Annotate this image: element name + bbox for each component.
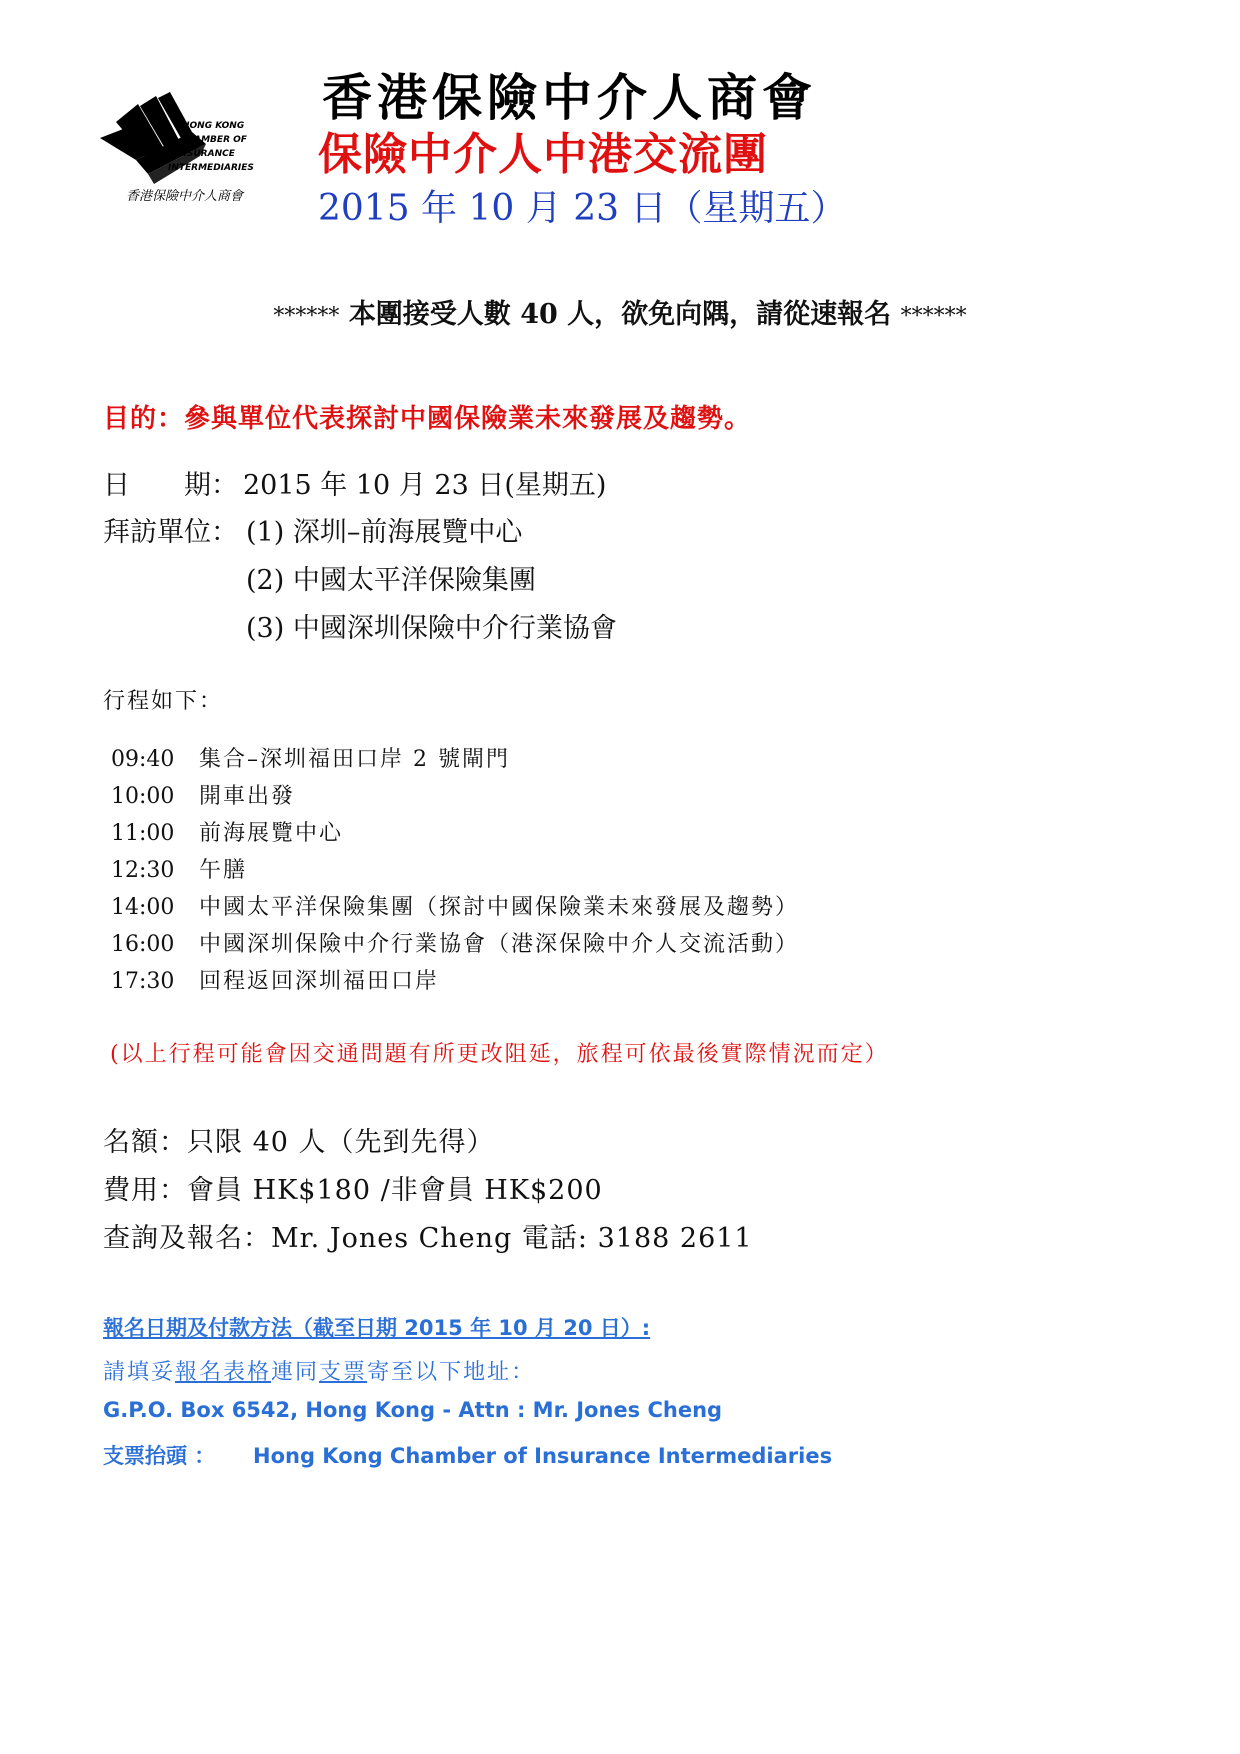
schedule-time: 12:30	[111, 858, 175, 883]
schedule-activity: 午膳	[199, 858, 248, 883]
notice-text: 本團接受人數 40 人，欲免向隅，請從速報名	[348, 299, 892, 330]
hands-logo-icon	[96, 92, 276, 212]
fee-line: 費用：會員 HK$180 /非會員 HK$200	[103, 1175, 603, 1206]
logo-text-en-1: HONG KONG	[182, 121, 245, 131]
schedule-row	[111, 890, 799, 921]
header-date: 2015 年 10 月 23 日（星期五）	[318, 188, 847, 229]
mailing-address: G.P.O. Box 6542, Hong Kong - Attn : Mr. Jones Cheng	[103, 1398, 723, 1422]
cheque-label: 支票抬頭 ：	[103, 1444, 216, 1468]
hkcii-logo	[96, 92, 276, 212]
notice-stars-left: ******	[273, 304, 340, 329]
schedule-time: 09:40	[111, 747, 175, 772]
schedule-time: 11:00	[111, 821, 175, 846]
purpose-statement: 目的：參與單位代表探討中國保險業未來發展及趨勢。	[103, 404, 752, 434]
schedule-row	[111, 742, 510, 773]
cheque-payee-line	[103, 1440, 832, 1470]
date-label: 日 期：	[103, 470, 238, 501]
quota-line: 名額：只限 40 人（先到先得）	[103, 1127, 495, 1158]
schedule-row	[111, 816, 343, 847]
schedule-row	[111, 964, 439, 995]
instruction-text: 請填妥	[103, 1360, 176, 1385]
schedule-time: 10:00	[111, 784, 175, 809]
date-value: 2015 年 10 月 23 日(星期五)	[243, 470, 607, 501]
schedule-row	[111, 779, 295, 810]
schedule-activity: 中國深圳保險中介行業協會（港深保險中介人交流活動）	[199, 932, 800, 957]
visit-item: (3) 中國深圳保險中介行業協會	[246, 613, 617, 644]
instruction-text: 寄至以下地址：	[367, 1360, 536, 1385]
schedule-activity: 中國太平洋保險集團（探討中國保險業未來發展及趨勢）	[199, 895, 800, 920]
visit-item: (1) 深圳–前海展覽中心	[246, 517, 523, 548]
schedule-activity: 集合–深圳福田口岸 2 號閘門	[199, 747, 510, 772]
notice-stars-right: ******	[900, 304, 967, 329]
visit-item: (2) 中國太平洋保險集團	[246, 565, 536, 596]
schedule-row	[111, 853, 247, 884]
logo-text-en-3: INSURANCE	[176, 149, 235, 159]
registration-instruction	[103, 1355, 535, 1386]
capacity-notice	[0, 292, 1240, 331]
schedule-time: 14:00	[111, 895, 175, 920]
cheque-text: 支票	[319, 1360, 368, 1385]
schedule-activity: 開車出發	[199, 784, 296, 809]
schedule-time: 17:30	[111, 969, 175, 994]
logo-text-zh: 香港保險中介人商會	[126, 189, 244, 204]
visit-label: 拜訪單位：	[103, 517, 238, 548]
contact-line: 查詢及報名：Mr. Jones Cheng 電話: 3188 2611	[103, 1223, 753, 1254]
schedule-title: 行程如下：	[103, 689, 224, 714]
event-date	[103, 463, 606, 502]
logo-text-en-4: INTERMEDIARIES	[168, 163, 254, 173]
schedule-row	[111, 927, 799, 958]
org-title: 香港保險中介人商會	[322, 68, 817, 127]
registration-heading: 報名日期及付款方法（截至日期 2015 年 10 月 20 日）:	[103, 1316, 651, 1340]
instruction-text: 連同	[271, 1360, 320, 1385]
schedule-time: 16:00	[111, 932, 175, 957]
tour-title: 保險中介人中港交流團	[318, 129, 768, 180]
schedule-activity: 回程返回深圳福田口岸	[199, 969, 440, 994]
registration-form-link[interactable]: 報名表格	[175, 1360, 272, 1385]
logo-text-en-2: CHAMBER OF	[180, 135, 247, 145]
schedule-disclaimer: (以上行程可能會因交通問題有所更改阻延，旅程可依最後實際情況而定）	[110, 1042, 889, 1067]
cheque-payee: Hong Kong Chamber of Insurance Intermediaries	[253, 1444, 833, 1468]
schedule-activity: 前海展覽中心	[199, 821, 344, 846]
